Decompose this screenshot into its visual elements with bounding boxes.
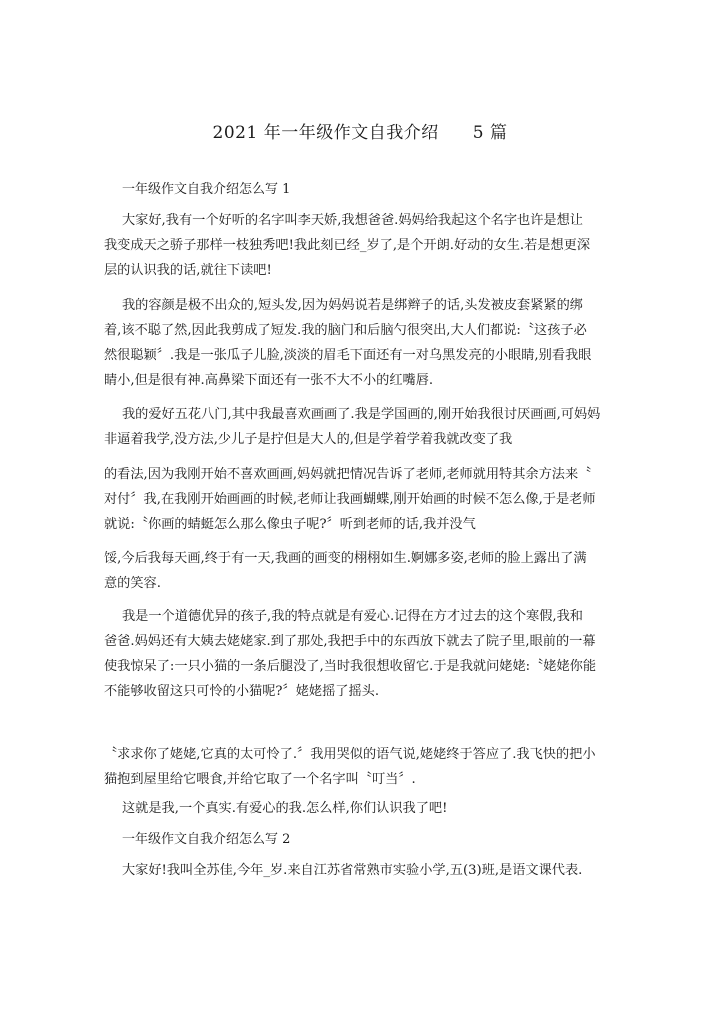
- title-main: 2021 年一年级作文自我介绍: [212, 123, 439, 143]
- paragraph-line: 然很聪颖〞.我是一张瓜子儿脸,淡淡的眉毛下面还有一对乌黑发亮的小眼睛,别看我眼: [104, 348, 592, 363]
- title-count: 5 篇: [472, 123, 508, 143]
- paragraph-9: [104, 858, 614, 883]
- paragraph-line: 意的笑容.: [104, 576, 161, 591]
- paragraph-3: [104, 402, 614, 452]
- paragraph-line: 层的认识我的话,就往下读吧!: [104, 263, 272, 278]
- section-heading-1: 一年级作文自我介绍怎么写 1: [122, 182, 291, 197]
- section-heading-2: 一年级作文自我介绍怎么写 2: [122, 832, 291, 847]
- paragraph-line: 着,该不聪了然,因此我剪成了短发.我的脑门和后脑勺很突出,大人们都说:〝这孩子必: [104, 323, 587, 338]
- paragraph-line: 猫抱到屋里给它喂食,并给它取了一个名字叫〝叮当〞.: [104, 772, 416, 787]
- paragraph-line: 就说:〝你画的蜻蜓怎么那么像虫子呢?〞听到老师的话,我并没气: [104, 517, 476, 532]
- paragraph-line: 对付〞我,在我刚开始画画的时候,老师让我画蝴蝶,刚开始画的时候不怎么像,于是老师: [104, 492, 596, 507]
- paragraph-line: 我的爱好五花八门,其中我最喜欢画画了.我是学国画的,刚开始我很讨厌画画,可妈妈: [122, 407, 601, 422]
- paragraph-4: [104, 462, 614, 537]
- paragraph-line: 馁,今后我每天画,终于有一天,我画的画变的栩栩如生.婀娜多姿,老师的脸上露出了满: [104, 551, 587, 566]
- paragraph-line: 非逼着我学,没方法,少儿子是拧但是大人的,但是学着学着我就改变了我: [104, 432, 513, 447]
- paragraph-8: [104, 796, 614, 821]
- paragraph-6: [104, 604, 614, 704]
- paragraph-line: 爸爸.妈妈还有大姨去姥姥家.到了那处,我把手中的东西放下就去了院子里,眼前的一幕: [104, 634, 596, 649]
- paragraph-line: 大家好,我有一个好听的名字叫李天娇,我想爸爸.妈妈给我起这个名字也许是想让: [122, 213, 583, 228]
- paragraph-line: 使我惊呆了:一只小猫的一条后腿没了,当时我很想收留它.于是我就问姥姥:〝姥姥你能: [104, 659, 597, 674]
- paragraph-line: 我变成天之骄子那样一枝独秀吧!我此刻已经_岁了,是个开朗.好动的女生.若是想更深: [104, 238, 591, 253]
- document-title: [0, 118, 720, 143]
- paragraph-5: [104, 546, 614, 596]
- paragraph-line: 不能够收留这只可怜的小猫呢?〞姥姥摇了摇头.: [104, 684, 380, 699]
- paragraph-1: [104, 208, 614, 283]
- paragraph-line: 的看法,因为我刚开始不喜欢画画,妈妈就把情况告诉了老师,老师就用特其余方法来〝: [104, 467, 592, 482]
- paragraph-line: 睛小,但是很有神.高鼻梁下面还有一张不大不小的红嘴唇.: [104, 373, 434, 388]
- paragraph-line: 大家好!我叫全苏佳,今年_岁.来自江苏省常熟市实验小学,五(3)班,是语文课代表.: [122, 863, 583, 878]
- paragraph-7: [104, 742, 614, 792]
- paragraph-2: [104, 293, 614, 393]
- paragraph-line: 这就是我,一个真实.有爱心的我.怎么样,你们认识我了吧!: [122, 801, 448, 816]
- paragraph-line: 〝求求你了姥姥,它真的太可怜了.〞我用哭似的语气说,姥姥终于答应了.我飞快的把小: [104, 747, 596, 762]
- paragraph-line: 我的容颜是极不出众的,短头发,因为妈妈说若是绑辫子的话,头发被皮套紧紧的绑: [122, 298, 583, 313]
- paragraph-line: 我是一个道德优异的孩子,我的特点就是有爱心.记得在方才过去的这个寒假,我和: [122, 609, 583, 624]
